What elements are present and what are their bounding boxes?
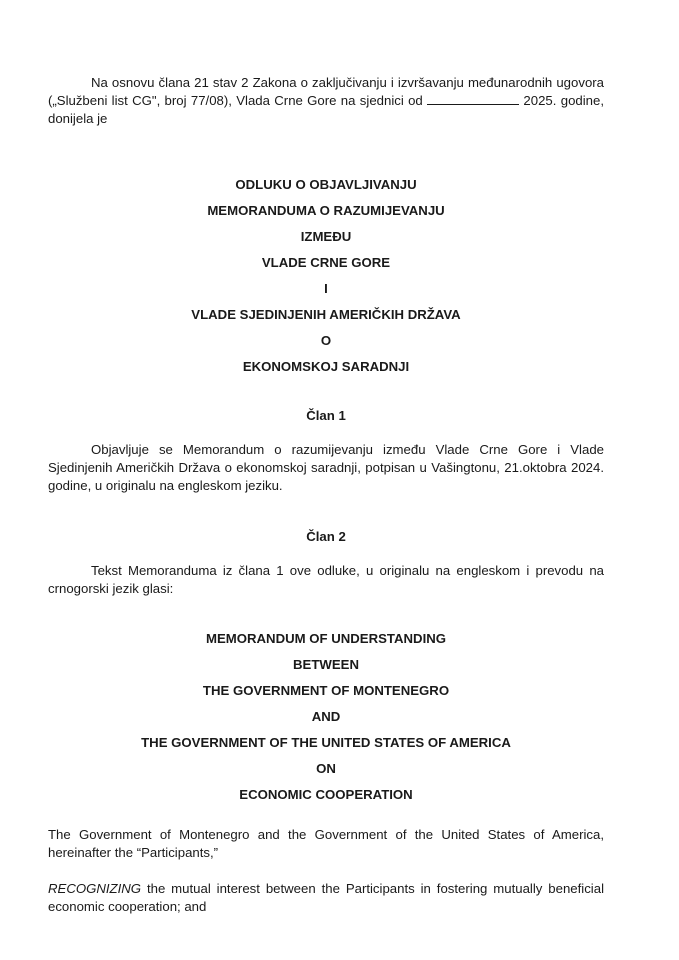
intro-text-end: 2025. godine, donijela je — [48, 93, 605, 126]
mou-title-line: ON — [316, 761, 336, 776]
article-1-text: Objavljuje se Memorandum o razumijevanju između Vlade Crne Gore i Vlade Sjedinjenih Američkih Država o ekonomskoj saradnji, potpisan u Vašingtonu, 21.oktobra 2024. godine, u originalu na engleskom jeziku. — [48, 442, 604, 493]
decision-title-line: ODLUKU O OBJAVLJIVANJU — [235, 177, 417, 192]
mou-title-line: ECONOMIC COOPERATION — [239, 787, 413, 802]
recognizing-text: the mutual interest between the Participants in fostering mutually beneficial economic cooperation; and — [48, 881, 604, 914]
decision-title-line: EKONOMSKOJ SARADNJI — [242, 359, 410, 374]
decision-title-line: VLADE CRNE GORE — [261, 255, 391, 270]
decision-title-line: VLADE SJEDINJENIH AMERIČKIH DRŽAVA — [191, 307, 461, 322]
intro-text: Na osnovu člana 21 stav 2 Zakona o zaključivanju i izvršavanju međunarodnih ugovora („Službeni list CG", broj 77/08), Vlada Crne Gore na sjednici od — [48, 75, 604, 108]
mou-title-line: THE GOVERNMENT OF MONTENEGRO — [202, 683, 450, 698]
decision-title-line: O — [320, 333, 332, 348]
article-2-heading: Član 2 — [306, 529, 346, 544]
article-2-text: Tekst Memoranduma iz člana 1 ove odluke, u originalu na engleskom i prevodu na crnogorski jezik glasi: — [48, 563, 604, 596]
decision-title-line: I — [324, 281, 328, 296]
decision-title-line: IZMEĐU — [300, 229, 352, 244]
decision-title — [48, 176, 604, 384]
preamble-recognizing — [48, 880, 604, 916]
mou-title — [48, 630, 604, 812]
decision-title-line: MEMORANDUMA O RAZUMIJEVANJU — [207, 203, 445, 218]
mou-title-line: THE GOVERNMENT OF THE UNITED STATES OF AMERICA — [141, 735, 511, 750]
article-1-heading: Član 1 — [306, 408, 346, 423]
intro-paragraph — [48, 74, 604, 128]
mou-title-line: MEMORANDUM OF UNDERSTANDING — [205, 631, 447, 646]
mou-title-line: BETWEEN — [293, 657, 359, 672]
recognizing-keyword: RECOGNIZING — [48, 881, 142, 896]
mou-title-line: AND — [311, 709, 341, 724]
preamble-participants: The Government of Montenegro and the Government of the United States of America, hereinafter the “Participants,” — [48, 827, 604, 860]
date-blank-line — [427, 92, 519, 105]
